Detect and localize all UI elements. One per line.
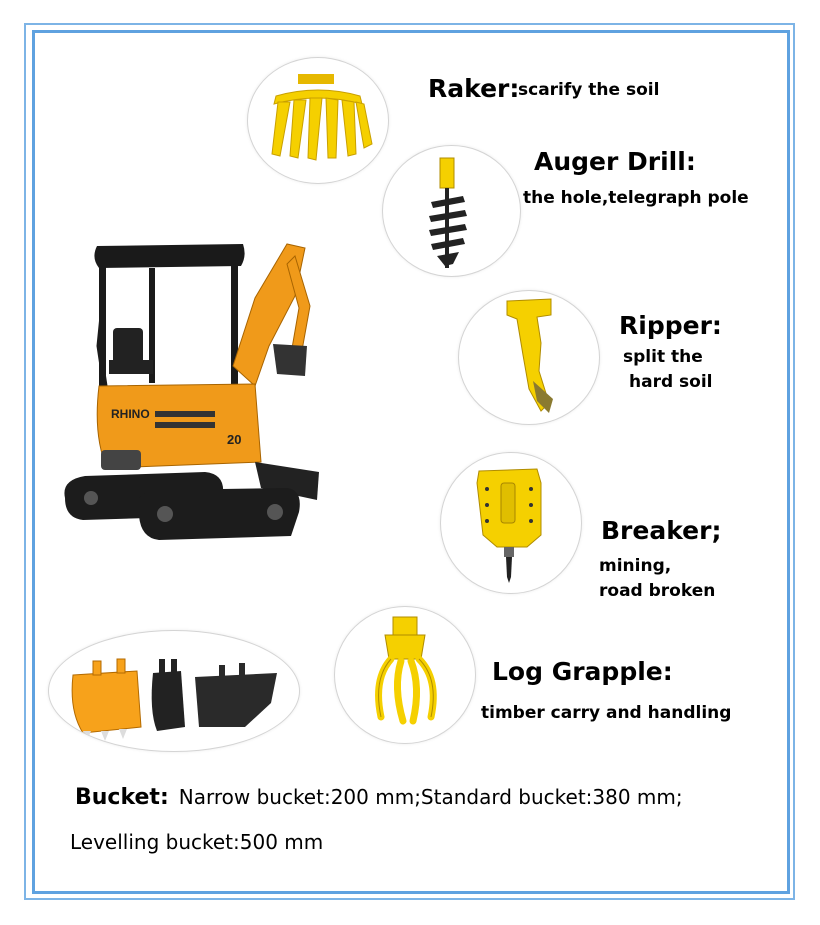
log-grapple-icon bbox=[334, 606, 476, 744]
breaker-desc-1: mining, bbox=[599, 556, 672, 576]
ripper-desc-1: split the bbox=[623, 347, 703, 367]
breaker-title: Breaker; bbox=[601, 516, 722, 545]
breaker-icon bbox=[440, 452, 582, 594]
ripper-desc-2: hard soil bbox=[629, 372, 713, 392]
bucket-line-2: Levelling bucket:500 mm bbox=[70, 830, 324, 854]
log-grapple-desc: timber carry and handling bbox=[481, 703, 732, 723]
raker-title: Raker: bbox=[428, 74, 520, 103]
excavator-model: 20 bbox=[227, 432, 242, 447]
raker-icon bbox=[247, 57, 389, 184]
bucket-label: Bucket: bbox=[75, 785, 169, 810]
mini-excavator-image bbox=[55, 236, 330, 571]
auger-drill-title: Auger Drill: bbox=[534, 147, 696, 176]
buckets-icon bbox=[48, 630, 300, 752]
auger-drill-desc: the hole,telegraph pole bbox=[523, 188, 749, 208]
raker-desc: scarify the soil bbox=[518, 80, 660, 100]
ripper-title: Ripper: bbox=[619, 311, 722, 340]
breaker-desc-2: road broken bbox=[599, 581, 716, 601]
auger-drill-icon bbox=[382, 145, 521, 277]
bucket-line-1 bbox=[75, 785, 683, 810]
excavator-brand: RHINO bbox=[111, 407, 150, 421]
bucket-sizes: Narrow bucket:200 mm;Standard bucket:380 mm; bbox=[178, 785, 683, 809]
log-grapple-title: Log Grapple: bbox=[492, 657, 673, 686]
ripper-icon bbox=[458, 290, 600, 425]
